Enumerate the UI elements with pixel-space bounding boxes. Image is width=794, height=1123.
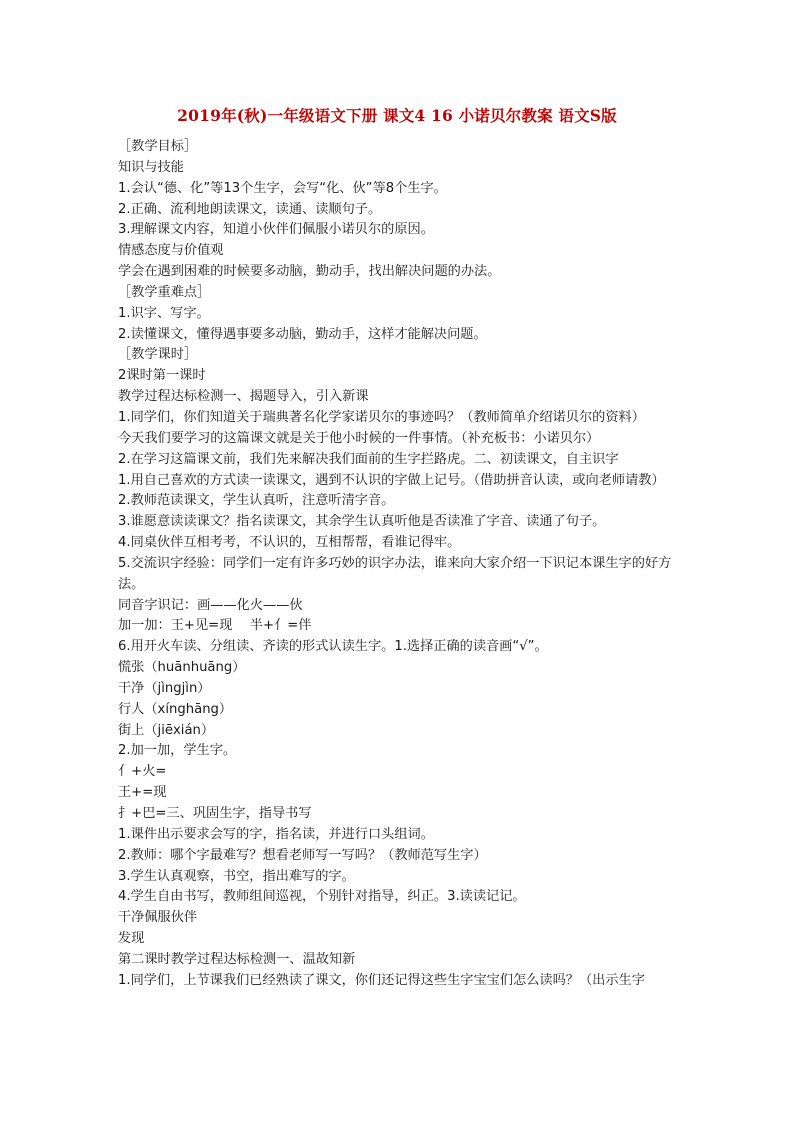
text-line: 干净佩服伙伴 bbox=[118, 910, 198, 926]
text-line: 2.读懂课文，懂得遇事要多动脑，勤动手，这样才能解决问题。 bbox=[118, 326, 487, 342]
text-line: 6.用开火车读、分组读、齐读的形式认读生字。1.选择正确的读音画“√”。 bbox=[118, 639, 548, 655]
text-line: 5.交流识字经验：同学们一定有许多巧妙的识字办法，谁来向大家介绍一下识记本课生字的好方法。 bbox=[118, 555, 672, 592]
text-line: 3.谁愿意读读课文？指名读课文，其余学生认真听他是否读准了字音、读通了句子。 bbox=[118, 514, 606, 530]
text-line: 4.同桌伙伴互相考考，不认识的，互相帮帮，看谁记得牢。 bbox=[118, 535, 461, 551]
text-line: 今天我们要学习的这篇课文就是关于他小时候的一件事情。（补充板书：小诺贝尔） bbox=[118, 430, 600, 446]
text-line: 2.教师范读课文，学生认真听，注意听清字音。 bbox=[118, 493, 395, 509]
text-line: 情感态度与价值观 bbox=[118, 243, 224, 259]
text-line: 街上（jiēxián） bbox=[118, 722, 215, 738]
document-title: 2019年(秋)一年级语文下册 课文4 16 小诺贝尔教案 语文S版 bbox=[177, 106, 617, 125]
text-line: 2.在学习这篇课文前，我们先来解决我们面前的生字拦路虎。二、初读课文，自主识字 bbox=[118, 451, 619, 467]
text-line: 2.正确、流利地朗读课文，读通、读顺句子。 bbox=[118, 201, 382, 217]
text-line: 慌张（huānhuāng） bbox=[118, 660, 246, 676]
text-line: 王+=现 bbox=[118, 785, 167, 801]
text-line: 3.理解课文内容，知道小伙伴们佩服小诺贝尔的原因。 bbox=[118, 222, 434, 238]
text-line: 亻+火= bbox=[118, 764, 167, 780]
text-line: ［教学重难点］ bbox=[118, 284, 211, 300]
text-line: 知识与技能 bbox=[118, 159, 184, 175]
text-line: 学会在遇到困难的时候要多动脑，勤动手，找出解决问题的办法。 bbox=[118, 264, 501, 280]
text-line: 1.用自己喜欢的方式读一读课文，遇到不认识的字做上记号。（借助拼音认读，或向老师请教） bbox=[118, 472, 665, 488]
text-line: 1.课件出示要求会写的字，指名读，并进行口头组词。 bbox=[118, 826, 434, 842]
text-line: 2.加一加，学生字。 bbox=[118, 743, 237, 759]
text-line: 2.教师：哪个字最难写？想看老师写一写吗？（教师范写生字） bbox=[118, 847, 487, 863]
text-line: 1.识字、写字。 bbox=[118, 305, 210, 321]
text-line: 行人（xínghāng） bbox=[118, 701, 233, 717]
text-line: 1.同学们，上节课我们已经熟读了课文，你们还记得这些生字宝宝们怎么读吗？（出示生字 bbox=[118, 972, 645, 988]
text-line: 第二课时教学过程达标检测一、温故知新 bbox=[118, 951, 356, 967]
document-body bbox=[118, 137, 680, 992]
text-line: 扌+巴=三、巩固生字，指导书写 bbox=[118, 806, 312, 821]
text-line: 发现 bbox=[118, 931, 145, 947]
text-line: 干净（jìngjìn） bbox=[118, 680, 211, 696]
text-line: 1.同学们，你们知道关于瑞典著名化学家诺贝尔的事迹吗？（教师简单介绍诺贝尔的资料） bbox=[118, 409, 645, 425]
text-line: 同音字识记：画——化火——伙 bbox=[118, 597, 303, 613]
text-line: 3.学生认真观察，书空，指出难写的字。 bbox=[118, 868, 355, 884]
text-line: 教学过程达标检测一、揭题导入，引入新课 bbox=[118, 389, 369, 405]
text-line: ［教学目标］ bbox=[118, 139, 198, 154]
text-line: 2课时第一课时 bbox=[118, 368, 206, 384]
text-line: ［教学课时］ bbox=[118, 347, 198, 363]
text-line: 加一加：王+见=现 半+亻=伴 bbox=[118, 618, 312, 634]
text-line: 1.会认“德、化”等13个生字，会写“化、伙”等8个生字。 bbox=[118, 180, 447, 196]
text-line: 4.学生自由书写，教师组间巡视，个别针对指导，纠正。3.读读记记。 bbox=[118, 889, 526, 905]
